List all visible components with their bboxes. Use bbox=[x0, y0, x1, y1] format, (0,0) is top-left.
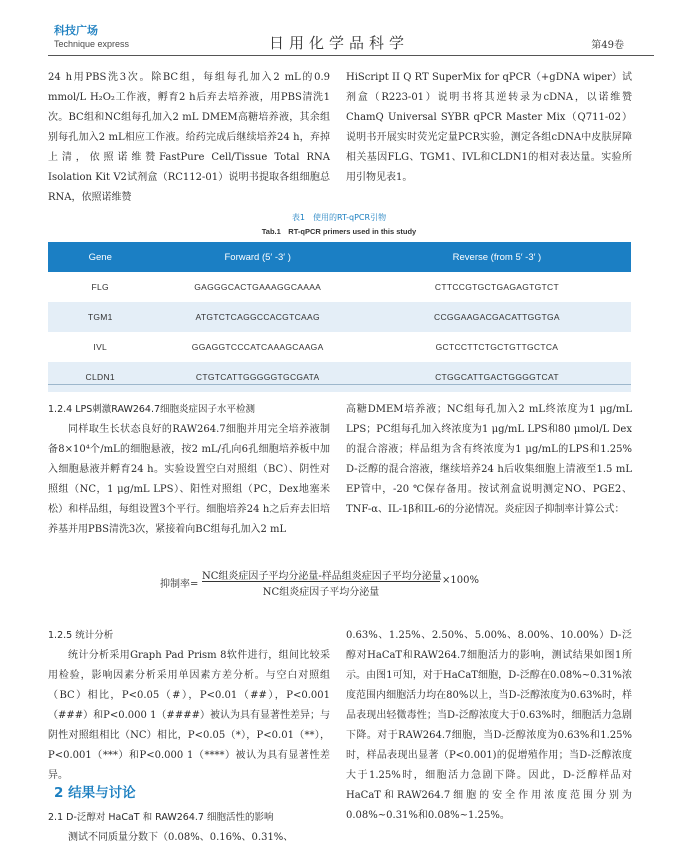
table-caption-en: Tab.1 RT-qPCR primers used in this study bbox=[261, 227, 417, 236]
cell-reverse: CCGGAAGACGACATTGGTGA bbox=[363, 302, 631, 332]
paragraph: 24 h用PBS洗3次。除BC组，每组每孔加入2 mL的0.9 mmol/L H₂O₂工作液，孵育2 h后弃去培养液，用PBS清洗1次。BC组和NC组每孔加入2 mL DMEM高糖培养液，其余组别每孔加入2 mL相应工作液。给药完成后继续培养24 h，弃掉上清，依照诺维赞FastPure Cell/Tissue Total RNA Isolation Kit V2试剂盒（RC112-01）说明书提取各组细胞总RNA，依照诺维赞 bbox=[48, 72, 330, 203]
table-row bbox=[48, 362, 631, 392]
cell-forward: ATGTCTCAGGCCACGTCAAG bbox=[152, 302, 362, 332]
subsection-heading: 1.2.4 LPS刺激RAW264.7细胞炎症因子水平检测 bbox=[48, 404, 256, 415]
cell-gene: CLDN1 bbox=[48, 362, 152, 392]
cell-gene: FLG bbox=[91, 282, 109, 292]
top-right-column bbox=[346, 68, 632, 188]
top-left-column bbox=[48, 68, 330, 208]
table-header-row bbox=[48, 242, 631, 272]
paragraph: 统计分析采用Graph Pad Prism 8软件进行，组间比较采用检验，影响因素分析采用单因素方差分析。与空白对照组（BC）相比，P<0.05（#），P<0.01（##），P<0.001（###）和P<0.000 1（####）被认为具有显著性差异；与阴性对照组相比（NC）相比，P<0.05（*），P<0.01（**），P<0.001（***）和P<0.000 1（****）被认为具有显著性差异。 bbox=[48, 650, 330, 781]
bottom-left-continued bbox=[48, 808, 330, 848]
subsection-heading: 2.1 D-泛醇对 HaCaT 和 RAW264.7 细胞活性的影响 bbox=[48, 812, 274, 823]
cell-gene: IVL bbox=[93, 342, 108, 352]
table-row bbox=[48, 302, 631, 332]
paragraph: HiScript II Q RT SuperMix for qPCR（+gDNA wiper）试剂盒（R223-01）说明书将其逆转录为cDNA，以诺维赞ChamQ Universal SYBR qPCR Master Mix（Q711-02）说明书开展实时荧光定量PCR实验，测定各组cDNA中皮肤屏障相关基因FLG、TGM1、IVL和CLDN1的相对表达量。实验所用引物见表1。 bbox=[346, 72, 632, 183]
mid-left-column bbox=[48, 400, 330, 540]
formula-lead: 抑制率= bbox=[160, 579, 199, 590]
cell-reverse: GCTCCTTCTGCTGTTGCTCA bbox=[435, 342, 559, 352]
column-header-forward: Forward (5′ -3′ ) bbox=[152, 242, 362, 272]
section-label-cn: 科技广场 bbox=[54, 24, 98, 37]
section-label-en: Technique express bbox=[54, 39, 130, 49]
column-header-reverse: Reverse (from 5′ -3′ ) bbox=[363, 242, 631, 272]
volume-number: 第49卷 bbox=[591, 40, 624, 51]
table-row bbox=[48, 272, 631, 302]
formula-tail: ×100% bbox=[442, 575, 479, 586]
paragraph: 0.63%、1.25%、2.50%、5.00%、8.00%、10.00%）D-泛醇对HaCaT和RAW264.7细胞活力的影响，测试结果如图1所示。由图1可知，对于HaCaT细胞，D-泛醇在0.08%~0.31%浓度范围内细胞活力均在80%以上，当D-泛醇浓度为0.63%时，样品表现出轻微毒性；当D-泛醇浓度大于0.63%时，细胞活力急剧下降。对于RAW264.7细胞，当D-泛醇浓度为0.63%和1.25%时，样品表现出显著（P<0.001)的促增殖作用；当D-泛醇浓度大于1.25%时，细胞活力急剧下降。因此，D-泛醇样品对HaCaT和RAW264.7细胞的安全作用浓度范围分别为0.08%~0.31%和0.08%~1.25%。 bbox=[346, 630, 632, 821]
paragraph-start: 测试不同质量分数下（0.08%、0.16%、0.31%、 bbox=[68, 832, 294, 843]
header-rule bbox=[48, 55, 654, 56]
column-header-gene: Gene bbox=[48, 242, 152, 272]
cell-gene: TGM1 bbox=[48, 302, 152, 332]
table-row bbox=[48, 332, 631, 362]
cell-reverse: CTGGCATTGACTGGGGTCAT bbox=[363, 362, 631, 392]
bottom-left-column bbox=[48, 626, 330, 786]
cell-forward: CTGTCATTGGGGGTGCGATA bbox=[152, 362, 362, 392]
cell-forward: GAGGGCACTGAAAGGCAAAA bbox=[194, 282, 322, 292]
fraction-bar bbox=[202, 581, 440, 582]
cell-reverse: CTTCCGTGCTGAGAGTGTCT bbox=[434, 282, 559, 292]
formula-numerator: NC组炎症因子平均分泌量-样品组炎症因子平均分泌量 bbox=[202, 571, 442, 582]
table-bottom-rule bbox=[48, 384, 631, 385]
paragraph: 同样取生长状态良好的RAW264.7细胞并用完全培养液制备8×10⁴个/mL的细胞悬液，按2 mL/孔向6孔细胞培养板中加入细胞悬液并孵育24 h。实验设置空白对照组（BC）、阴性对照组（NC，1 μg/mL LPS）、阳性对照组（PC，Dex地塞米松）和样品组，每组设置3个平行。细胞培养24 h之后弃去旧培养基并用PBS清洗3次，紧接着向BC组每孔加入2 mL bbox=[48, 424, 330, 535]
cell-forward: GGAGGTCCCATCAAAGCAAGA bbox=[191, 342, 324, 352]
paragraph: 高糖DMEM培养液；NC组每孔加入2 mL终浓度为1 μg/mL LPS；PC组每孔加入终浓度为1 μg/mL LPS和80 μmol/L Dex的混合溶液；样品组为含有终浓度为1 μg/mL的LPS和1.25% D-泛醇的混合溶液，继续培养24 h后收集细胞上清液至1.5 mL EP管中，-20 ℃保存备用。按试剂盒说明测定NO、PGE2、TNF-α、IL-1β和IL-6的分泌情况。炎症因子抑制率计算公式： bbox=[346, 404, 632, 515]
formula-denominator: NC组炎症因子平均分泌量 bbox=[262, 587, 380, 598]
journal-title: 日用化学品科学 bbox=[268, 34, 409, 52]
table-caption-cn: 表1 使用的RT-qPCR引物 bbox=[291, 213, 387, 222]
bottom-right-column bbox=[346, 626, 632, 826]
section-heading: 2 结果与讨论 bbox=[54, 785, 136, 801]
mid-right-column bbox=[346, 400, 632, 520]
subsection-heading: 1.2.5 统计分析 bbox=[48, 630, 114, 641]
primer-table bbox=[48, 242, 631, 392]
